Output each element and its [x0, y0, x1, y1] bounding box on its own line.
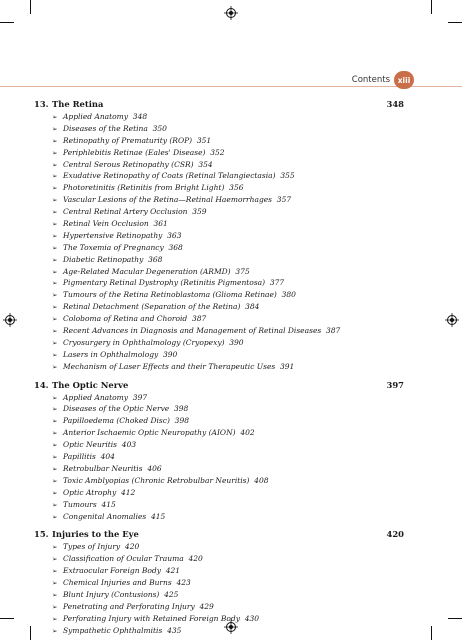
- topic-text: Papillitis 404: [63, 452, 115, 462]
- arrow-bullet-icon: ➢: [52, 567, 58, 576]
- topic-text: Penetrating and Perforating Injury 429: [63, 601, 214, 611]
- topic-item[interactable]: [52, 361, 404, 373]
- topic-text: Congenital Anomalies 415: [63, 511, 166, 521]
- registration-mark-icon: [445, 313, 459, 327]
- topic-item[interactable]: [52, 463, 404, 475]
- topic-text: Photoretinitis (Retinitis from Bright Light) 356: [63, 183, 244, 193]
- running-header-label: Contents: [351, 75, 390, 85]
- topic-text: Chemical Injuries and Burns 423: [63, 578, 191, 588]
- topic-text: Hypertensive Retinopathy 363: [63, 230, 182, 240]
- arrow-bullet-icon: ➢: [52, 303, 58, 312]
- chapter-title: Injuries to the Eye: [52, 529, 139, 540]
- arrow-bullet-icon: ➢: [52, 231, 58, 240]
- topic-text: Diseases of the Retina 350: [63, 123, 167, 133]
- topic-item[interactable]: [52, 325, 404, 337]
- topic-text: Retinal Vein Occlusion 361: [63, 219, 168, 229]
- topic-list: [34, 392, 404, 523]
- topic-item[interactable]: [52, 451, 404, 463]
- topic-item[interactable]: [52, 403, 404, 415]
- topic-item[interactable]: [52, 313, 404, 325]
- topic-text: Types of Injury 420: [63, 542, 140, 552]
- chapter-title: The Retina: [52, 99, 104, 109]
- topic-item[interactable]: [52, 254, 404, 266]
- arrow-bullet-icon: ➢: [52, 113, 58, 121]
- arrow-bullet-icon: ➢: [52, 512, 58, 521]
- topic-item[interactable]: [52, 565, 404, 577]
- topic-item[interactable]: [52, 625, 404, 637]
- topic-item[interactable]: [52, 266, 404, 278]
- arrow-bullet-icon: ➢: [52, 279, 58, 288]
- arrow-bullet-icon: ➢: [52, 626, 58, 635]
- arrow-bullet-icon: ➢: [52, 338, 58, 347]
- topic-text: The Toxemia of Pregnancy 368: [63, 242, 183, 252]
- topic-text: Diseases of the Optic Nerve 398: [63, 404, 189, 414]
- topic-item[interactable]: [52, 577, 404, 589]
- topic-text: Retinopathy of Prematurity (ROP) 351: [63, 135, 212, 145]
- topic-text: Perforating Injury with Retained Foreign Body 430: [63, 613, 260, 623]
- topic-text: Exudative Retinopathy of Coats (Retinal Telangiectasia) 355: [63, 171, 295, 181]
- crop-mark: [30, 0, 31, 14]
- topic-item[interactable]: [52, 135, 404, 147]
- topic-item[interactable]: [52, 487, 404, 499]
- crop-mark: [0, 22, 14, 23]
- topic-text: Tumours of the Retina Retinoblastoma (Glioma Retinae) 380: [63, 290, 296, 300]
- topic-text: Central Retinal Artery Occlusion 359: [63, 207, 207, 217]
- topic-item[interactable]: [52, 601, 404, 613]
- topic-item[interactable]: [52, 427, 404, 439]
- arrow-bullet-icon: ➢: [52, 255, 58, 264]
- crop-mark: [30, 626, 31, 640]
- topic-item[interactable]: [52, 475, 404, 487]
- chapter-heading[interactable]: [34, 379, 404, 392]
- topic-text: Retrobulbar Neuritis 406: [63, 463, 162, 473]
- topic-text: Extraocular Foreign Body 421: [63, 566, 181, 576]
- topic-text: Cryosurgery in Ophthalmology (Cryopexy) 390: [63, 337, 244, 347]
- chapter-title-group: [34, 98, 103, 111]
- topic-item[interactable]: [52, 206, 404, 218]
- topic-text: Anterior Ischaemic Optic Neuropathy (AION) 402: [63, 428, 255, 438]
- arrow-bullet-icon: ➢: [52, 417, 58, 426]
- topic-item[interactable]: [52, 147, 404, 159]
- registration-mark-icon: [224, 6, 238, 20]
- topic-text: Central Serous Retinopathy (CSR) 354: [63, 159, 213, 169]
- topic-text: Vascular Lesions of the Retina—Retinal Haemorrhages 357: [63, 195, 292, 205]
- arrow-bullet-icon: ➢: [52, 160, 58, 169]
- topic-text: Optic Neuritis 403: [63, 440, 137, 450]
- topic-item[interactable]: [52, 499, 404, 511]
- topic-item[interactable]: [52, 337, 404, 349]
- chapter-heading[interactable]: [34, 98, 404, 111]
- arrow-bullet-icon: ➢: [52, 196, 58, 205]
- arrow-bullet-icon: ➢: [52, 184, 58, 193]
- registration-mark-icon: [3, 313, 17, 327]
- chapter-title: The Optic Nerve: [52, 379, 129, 390]
- topic-text: Age-Related Macular Degeneration (ARMD) 375: [63, 266, 250, 276]
- topic-text: Pigmentary Retinal Dystrophy (Retinitis Pigmentosa) 377: [63, 278, 285, 288]
- topic-item[interactable]: [52, 218, 404, 230]
- topic-item[interactable]: [52, 159, 404, 171]
- chapter-title-group: [34, 528, 139, 541]
- topic-text: Toxic Amblyopias (Chronic Retrobulbar Neuritis) 408: [63, 475, 269, 485]
- chapter-section: [34, 379, 404, 523]
- topic-item[interactable]: [52, 349, 404, 361]
- topic-item[interactable]: [52, 111, 404, 123]
- topic-item[interactable]: [52, 277, 404, 289]
- arrow-bullet-icon: ➢: [52, 464, 58, 473]
- topic-text: Coloboma of Retina and Choroid 387: [63, 314, 207, 324]
- topic-item[interactable]: [52, 613, 404, 625]
- topic-list: [34, 541, 404, 636]
- topic-text: Optic Atrophy 412: [63, 487, 136, 497]
- topic-text: Diabetic Retinopathy 368: [63, 254, 163, 264]
- topic-text: Applied Anatomy 397: [63, 392, 148, 402]
- arrow-bullet-icon: ➢: [52, 602, 58, 611]
- topic-item[interactable]: [52, 182, 404, 194]
- chapter-section: [34, 528, 404, 636]
- topic-text: Tumours 415: [63, 499, 116, 509]
- chapter-page-number: 397: [386, 379, 404, 390]
- arrow-bullet-icon: ➢: [52, 291, 58, 300]
- arrow-bullet-icon: ➢: [52, 267, 58, 276]
- chapter-section: [34, 98, 404, 373]
- arrow-bullet-icon: ➢: [52, 614, 58, 623]
- arrow-bullet-icon: ➢: [52, 429, 58, 438]
- arrow-bullet-icon: ➢: [52, 208, 58, 217]
- arrow-bullet-icon: ➢: [52, 453, 58, 462]
- topic-text: Lasers in Ophthalmology 390: [63, 349, 178, 359]
- arrow-bullet-icon: ➢: [52, 393, 58, 402]
- topic-text: Applied Anatomy 348: [63, 112, 148, 121]
- arrow-bullet-icon: ➢: [52, 124, 58, 133]
- crop-mark: [448, 618, 462, 619]
- crop-mark: [0, 618, 14, 619]
- topic-item[interactable]: [52, 415, 404, 427]
- chapter-number: 13.: [34, 99, 49, 109]
- arrow-bullet-icon: ➢: [52, 555, 58, 564]
- arrow-bullet-icon: ➢: [52, 136, 58, 145]
- topic-text: Sympathetic Ophthalmitis 435: [63, 625, 182, 635]
- topic-item[interactable]: [52, 242, 404, 254]
- topic-item[interactable]: [52, 289, 404, 301]
- topic-item[interactable]: [52, 170, 404, 182]
- topic-list: [34, 111, 404, 373]
- chapter-page-number: 348: [386, 99, 404, 109]
- crop-mark: [431, 0, 432, 14]
- arrow-bullet-icon: ➢: [52, 405, 58, 414]
- arrow-bullet-icon: ➢: [52, 350, 58, 359]
- topic-text: Retinal Detachment (Separation of the Retina) 384: [63, 302, 260, 312]
- arrow-bullet-icon: ➢: [52, 362, 58, 371]
- crop-mark: [448, 22, 462, 23]
- page-number-badge: xiii: [394, 71, 414, 89]
- topic-item[interactable]: [52, 230, 404, 242]
- topic-text: Recent Advances in Diagnosis and Management of Retinal Diseases 387: [63, 326, 341, 336]
- chapter-heading[interactable]: [34, 528, 404, 541]
- arrow-bullet-icon: ➢: [52, 579, 58, 588]
- arrow-bullet-icon: ➢: [52, 476, 58, 485]
- arrow-bullet-icon: ➢: [52, 488, 58, 497]
- topic-item[interactable]: [52, 194, 404, 206]
- topic-item[interactable]: [52, 301, 404, 313]
- arrow-bullet-icon: ➢: [52, 441, 58, 450]
- arrow-bullet-icon: ➢: [52, 543, 58, 552]
- topic-item[interactable]: [52, 511, 404, 523]
- arrow-bullet-icon: ➢: [52, 590, 58, 599]
- header-rule: [0, 86, 462, 87]
- chapter-number: 15.: [34, 529, 49, 540]
- arrow-bullet-icon: ➢: [52, 148, 58, 157]
- topic-text: Classification of Ocular Trauma 420: [63, 554, 203, 564]
- arrow-bullet-icon: ➢: [52, 500, 58, 509]
- topic-item[interactable]: [52, 553, 404, 565]
- arrow-bullet-icon: ➢: [52, 327, 58, 336]
- arrow-bullet-icon: ➢: [52, 243, 58, 252]
- topic-text: Periphlebitis Retinae (Eales' Disease) 352: [63, 147, 225, 157]
- crop-mark: [431, 626, 432, 640]
- arrow-bullet-icon: ➢: [52, 172, 58, 181]
- topic-text: Mechanism of Laser Effects and their Therapeutic Uses 391: [63, 361, 295, 371]
- chapter-number: 14.: [34, 379, 49, 390]
- topic-item[interactable]: [52, 123, 404, 135]
- arrow-bullet-icon: ➢: [52, 220, 58, 229]
- topic-item[interactable]: [52, 439, 404, 451]
- table-of-contents: [34, 98, 404, 643]
- chapter-title-group: [34, 379, 128, 392]
- topic-item[interactable]: [52, 589, 404, 601]
- topic-text: Papilloedema (Choked Disc) 398: [63, 416, 189, 426]
- topic-item[interactable]: [52, 392, 404, 404]
- chapter-page-number: 420: [386, 529, 404, 540]
- arrow-bullet-icon: ➢: [52, 315, 58, 324]
- topic-text: Blunt Injury (Contusions) 425: [63, 589, 179, 599]
- topic-item[interactable]: [52, 541, 404, 553]
